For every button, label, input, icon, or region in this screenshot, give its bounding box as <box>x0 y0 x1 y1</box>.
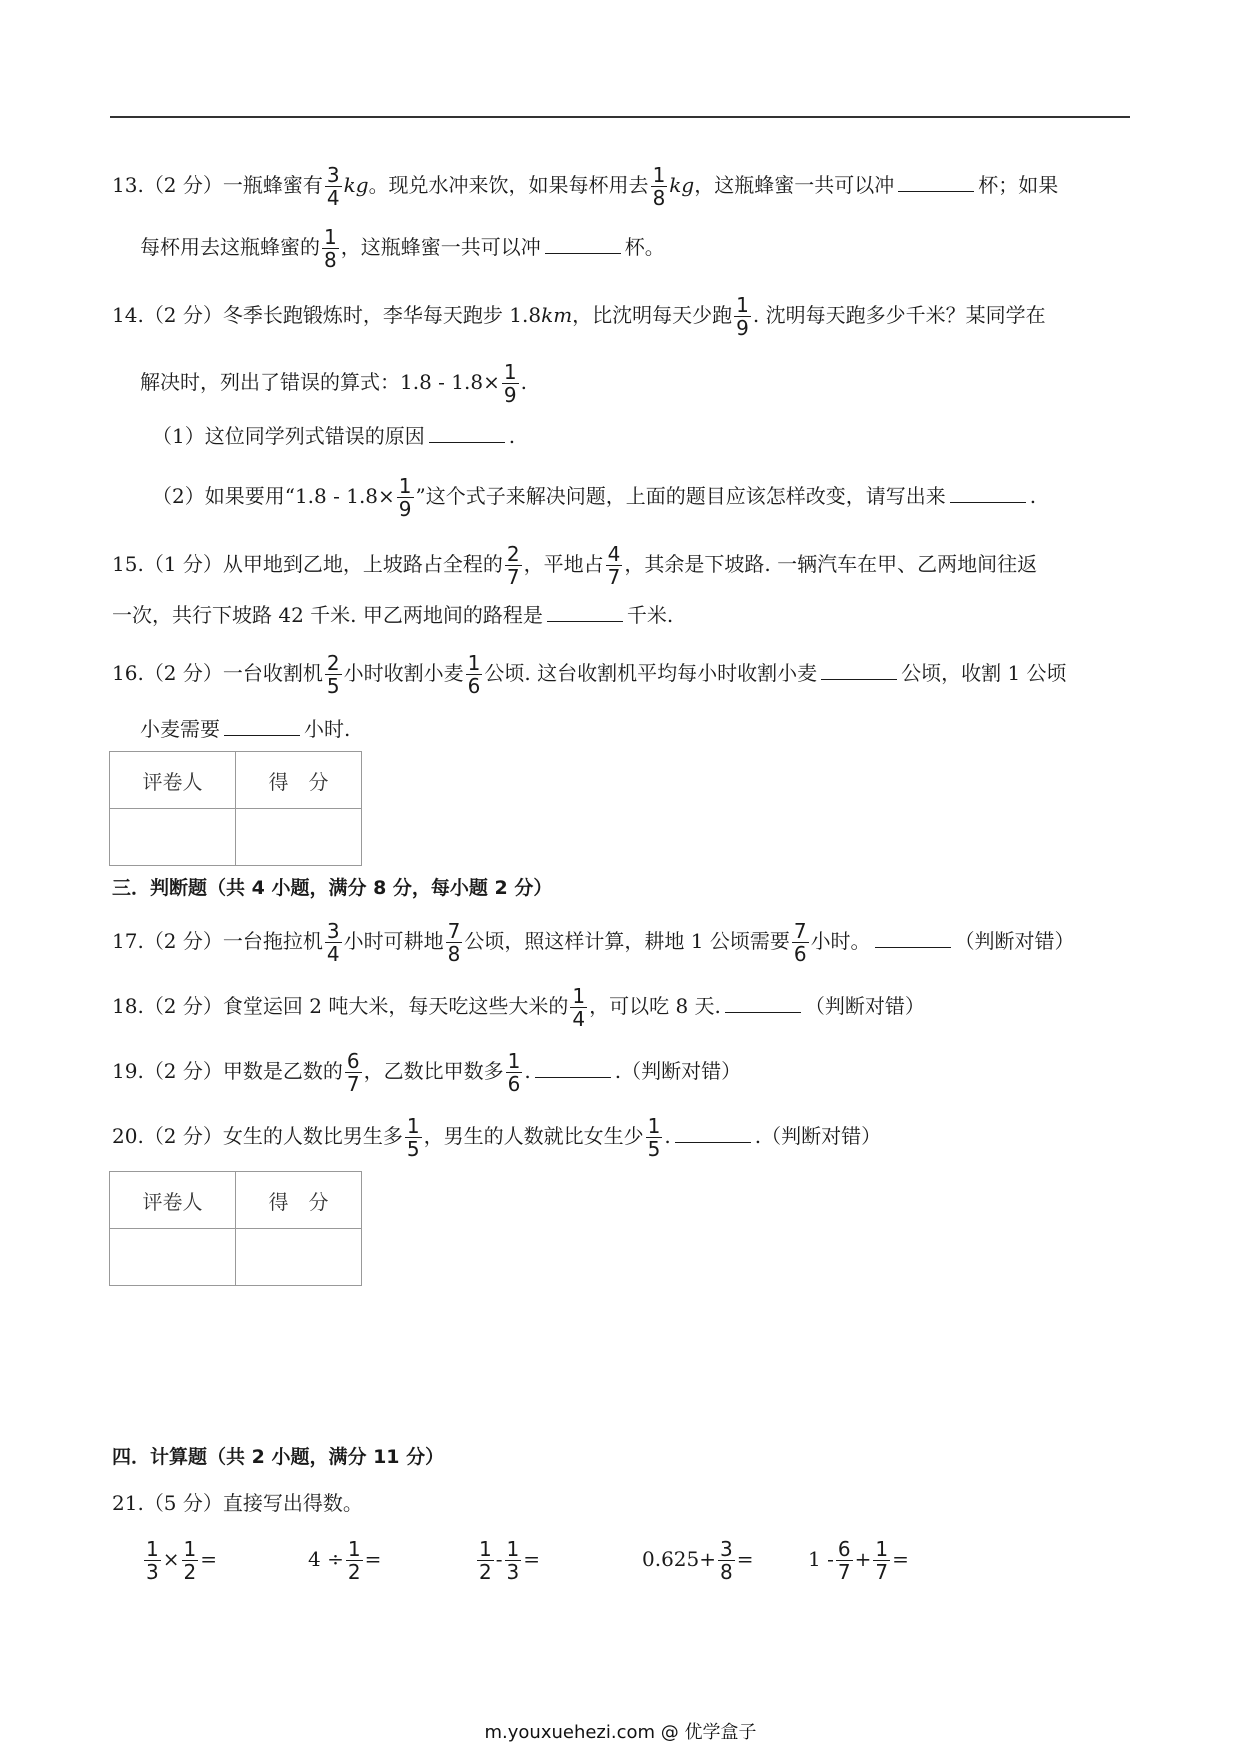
fraction: $\frac{1}{8}$ <box>324 225 337 272</box>
question-number: 21. <box>112 1491 144 1515</box>
fraction: $\frac{3}{4}$ <box>326 163 340 210</box>
calc-item-3: $\frac{1}{2}$ - $\frac{1}{3}$ = <box>479 1537 540 1584</box>
fraction: $\frac{1}{6}$ <box>467 651 481 698</box>
question-14-part-1: （1）这位同学列式错误的原因 . <box>152 424 516 448</box>
score-cell[interactable] <box>236 809 362 866</box>
fraction: $\frac{1}{8}$ <box>652 163 666 210</box>
fraction: $\frac{1}{4}$ <box>572 984 586 1031</box>
question-score: （2 分） <box>143 1124 223 1148</box>
question-score: （2 分） <box>143 661 223 685</box>
fraction: $\frac{6}{7}$ <box>346 1049 360 1096</box>
fraction: $\frac{1}{3}$ <box>146 1537 159 1584</box>
fraction: $\frac{3}{8}$ <box>720 1537 733 1584</box>
score-table <box>109 1171 362 1286</box>
answer-blank[interactable] <box>545 233 621 254</box>
question-number: 14. <box>112 303 144 327</box>
question-number: 17. <box>112 929 144 953</box>
fraction: $\frac{1}{6}$ <box>507 1049 521 1096</box>
question-score: （5 分） <box>143 1491 223 1515</box>
question-score: （2 分） <box>143 303 223 327</box>
answer-blank[interactable] <box>535 1057 611 1078</box>
answer-blank[interactable] <box>950 482 1026 503</box>
question-score: （2 分） <box>143 994 223 1018</box>
answer-blank[interactable] <box>821 659 897 680</box>
fraction: $\frac{1}{9}$ <box>503 360 517 407</box>
question-17: 17.（2 分）一台拖拉机 $\frac{3}{4}$ 小时可耕地 $\frac{7}{8}$ 公顷，照这样计算，耕地 1 公顷需要 $\frac{7}{6}$ 小时。 （判断对错） <box>112 919 1075 966</box>
question-14-line-1: 14.（2 分）冬季长跑锻炼时，李华每天跑步 1.8km，比沈明每天少跑 $\frac{1}{9}$ . 沈明每天跑多少千米？某同学在 <box>112 293 1046 340</box>
grader-cell[interactable] <box>110 809 236 866</box>
question-18: 18.（2 分）食堂运回 2 吨大米，每天吃这些大米的 $\frac{1}{4}$ ，可以吃 8 天. （判断对错） <box>112 984 925 1031</box>
question-number: 15. <box>112 552 144 576</box>
calc-item-5: 1 - $\frac{6}{7}$ + $\frac{1}{7}$ = <box>808 1537 909 1584</box>
score-cell[interactable] <box>236 1229 362 1286</box>
answer-blank[interactable] <box>224 715 300 736</box>
score-table <box>109 751 362 866</box>
answer-blank[interactable] <box>725 992 801 1013</box>
answer-blank[interactable] <box>875 927 951 948</box>
fraction: $\frac{1}{9}$ <box>398 474 412 521</box>
question-score: （2 分） <box>143 1059 223 1083</box>
question-score: （2 分） <box>143 929 223 953</box>
answer-blank[interactable] <box>547 601 623 622</box>
grader-label: 评卷人 <box>110 752 236 809</box>
question-15-line-1: 15.（1 分）从甲地到乙地，上坡路占全程的 $\frac{2}{7}$ ，平地占 $\frac{4}{7}$ ，其余是下坡路. 一辆汽车在甲、乙两地间往返 <box>112 542 1038 589</box>
calc-item-1: $\frac{1}{3}$ × $\frac{1}{2}$ = <box>146 1537 217 1584</box>
score-label: 得 分 <box>236 752 362 809</box>
question-21: 21.（5 分）直接写出得数。 <box>112 1491 363 1515</box>
question-number: 19. <box>112 1059 144 1083</box>
question-score: （2 分） <box>143 173 223 197</box>
question-19: 19.（2 分）甲数是乙数的 $\frac{6}{7}$ ，乙数比甲数多 $\frac{1}{6}$ . .（判断对错） <box>112 1049 742 1096</box>
section-heading: 三．判断题（共 4 小题，满分 8 分，每小题 2 分） <box>112 877 553 899</box>
grader-cell[interactable] <box>110 1229 236 1286</box>
question-14-part-2: （2）如果要用“1.8 - 1.8× $\frac{1}{9}$ ”这个式子来解决问题，上面的题目应该怎样改变，请写出来 . <box>152 474 1037 521</box>
fraction: $\frac{1}{5}$ <box>406 1114 420 1161</box>
fraction: $\frac{2}{7}$ <box>506 542 520 589</box>
answer-blank[interactable] <box>429 422 505 443</box>
fraction: $\frac{7}{6}$ <box>793 919 807 966</box>
question-14-line-2: 解决时，列出了错误的算式：1.8 - 1.8× $\frac{1}{9}$ . <box>140 360 527 407</box>
answer-blank[interactable] <box>898 171 974 192</box>
fraction: $\frac{1}{9}$ <box>736 293 749 340</box>
question-number: 18. <box>112 994 144 1018</box>
question-16-line-1: 16.（2 分）一台收割机 $\frac{2}{5}$ 小时收割小麦 $\frac{1}{6}$ 公顷. 这台收割机平均每小时收割小麦 公顷，收割 1 公顷 <box>112 651 1067 698</box>
fraction: $\frac{2}{5}$ <box>326 651 340 698</box>
question-score: （1 分） <box>143 552 223 576</box>
question-20: 20.（2 分）女生的人数比男生多 $\frac{1}{5}$ ，男生的人数就比女生少 $\frac{1}{5}$ . .（判断对错） <box>112 1114 882 1161</box>
question-number: 16. <box>112 661 144 685</box>
fraction: $\frac{1}{2}$ <box>183 1537 197 1584</box>
question-number: 20. <box>112 1124 144 1148</box>
question-16-line-2: 小麦需要 小时. <box>140 717 351 741</box>
score-label: 得 分 <box>236 1172 362 1229</box>
calc-item-4: 0.625+ $\frac{3}{8}$ = <box>642 1537 754 1584</box>
question-13-line-1: 13.（2 分）一瓶蜂蜜有 $\frac{3}{4}$ kg。现兑水冲来饮，如果每杯用去 $\frac{1}{8}$ kg，这瓶蜂蜜一共可以冲 杯；如果 <box>112 163 1059 210</box>
fraction: $\frac{6}{7}$ <box>837 1537 851 1584</box>
header-rule <box>110 116 1130 118</box>
fraction: $\frac{1}{3}$ <box>506 1537 520 1584</box>
question-15-line-2: 一次，共行下坡路 42 千米. 甲乙两地间的路程是 千米. <box>112 603 674 627</box>
calc-item-2: 4 ÷ $\frac{1}{2}$ = <box>308 1537 382 1584</box>
fraction: $\frac{3}{4}$ <box>326 919 340 966</box>
fraction: $\frac{1}{2}$ <box>479 1537 492 1584</box>
section-heading: 四．计算题（共 2 小题，满分 11 分） <box>112 1446 445 1468</box>
question-13-line-2: 每杯用去这瓶蜂蜜的 $\frac{1}{8}$ ，这瓶蜂蜜一共可以冲 杯。 <box>140 225 665 272</box>
fraction: $\frac{7}{8}$ <box>447 919 461 966</box>
answer-blank[interactable] <box>675 1122 751 1143</box>
footer-watermark: m.youxuehezi.com @ 优学盒子 <box>484 1722 757 1743</box>
fraction: $\frac{4}{7}$ <box>607 542 621 589</box>
fraction: $\frac{1}{7}$ <box>875 1537 889 1584</box>
grader-label: 评卷人 <box>110 1172 236 1229</box>
question-number: 13. <box>112 173 144 197</box>
fraction: $\frac{1}{5}$ <box>647 1114 661 1161</box>
fraction: $\frac{1}{2}$ <box>347 1537 361 1584</box>
